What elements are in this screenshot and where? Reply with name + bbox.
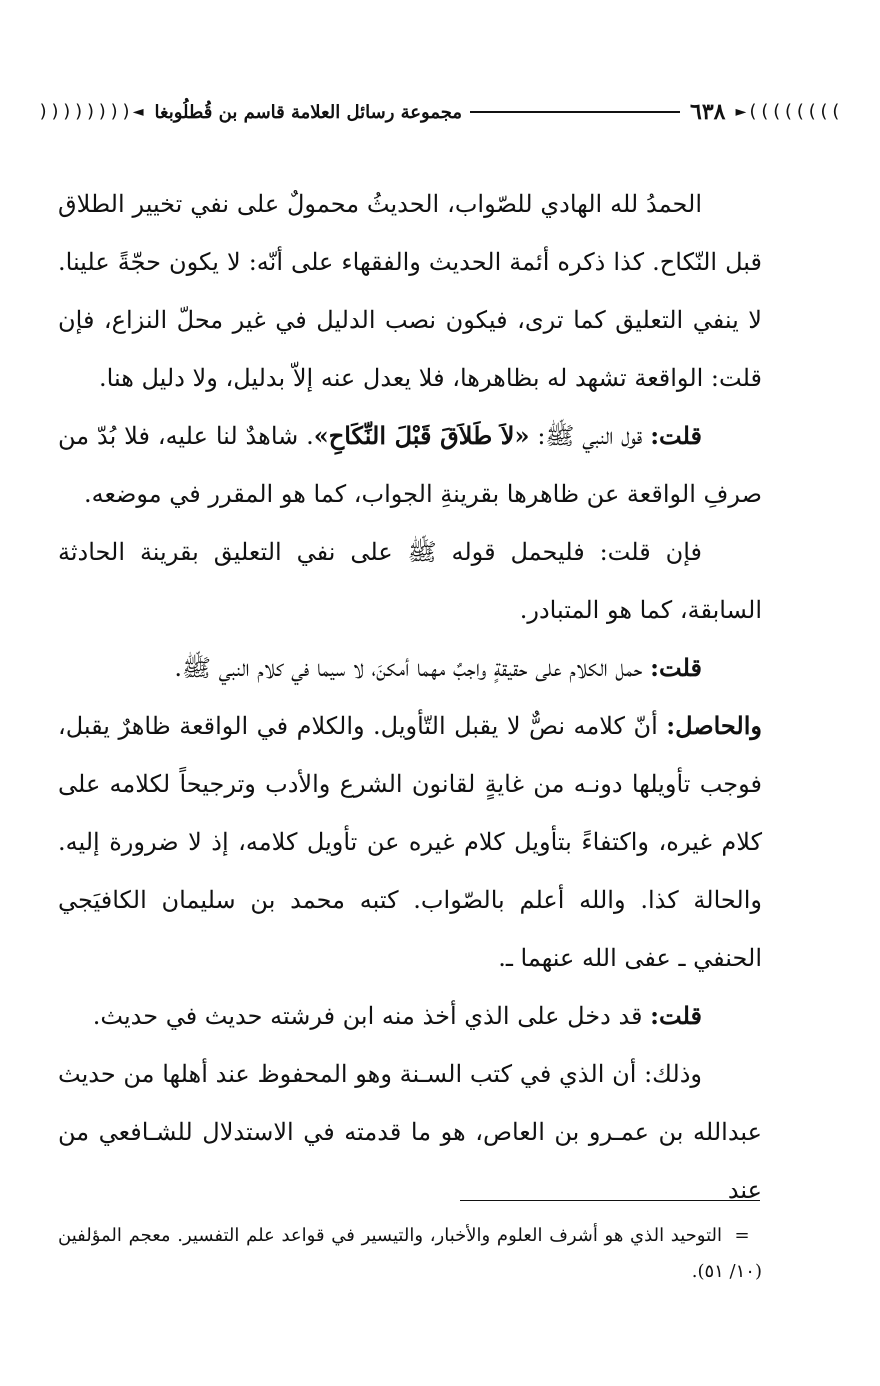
lead-word: قلت: [650,1001,702,1030]
header-rule [470,111,680,113]
paragraph-text: أنّ كلامه نصٌّ لا يقبل التّأويل. والكلام في الواقعة ظاهرٌ يقبل، فوجب تأويلها دونـه من غايةٍ لقانون الشرع والأدب وترجيحاً لكلامه على كلام غيره، واكتفاءً بتأويل كلام غيره عن تأويل كلامه، إذ لا ضرورة إليه. والحالة كذا. والله أعلم بالصّواب. كتبه محمد بن سليمان الكافيَجي الحنفي ـ عفى الله عنهما ـ. [58,712,762,972]
footnote-text: التوحيد الذي هو أشرف العلوم والأخبار، والتيسير في قواعد علم التفسير. معجم المؤلفين (١٠/ ٥١). [58,1225,762,1282]
lead-word: والحاصل: [666,711,762,740]
paragraph-text: قول النبي ﷺ: [529,422,651,450]
paragraph-2 [58,407,762,523]
paragraph-text: حمل الكلام على حقيقةٍ واجبٌ مهما أمكنَ، لا سيما في كلام النبي ﷺ. [174,654,651,682]
paragraph-text: . شاهدٌ لنا عليه، فلا بُدّ من صرفِ الواقعة عن ظاهرها بقرينةِ الجواب، كما هو المقرر في موضعه. [58,422,762,508]
paragraph-text: الحمدُ لله الهادي للصّواب، الحديثُ محمولٌ على نفي تخيير الطلاق قبل النّكاح. كذا ذكره أئمة الحديث والفقهاء على أنّه: لا يكون حجّةً علينا. لا ينفي التعليق كما ترى، فيكون نصب الدليل في غير محلّ النزاع، فإن قلت: الواقعة تشهد له بظاهرها، فلا يعدل عنه إلاّ بدليل، ولا دليل هنا. [58,190,762,392]
main-text [58,175,762,1219]
ornament-left: ◄(((((((( [38,101,145,122]
paragraph-5 [58,697,762,987]
paragraph-1 [58,175,762,407]
paragraph-6 [58,987,762,1045]
running-header [38,92,842,132]
footnote [58,1218,762,1290]
paragraph-text: قد دخل على الذي أخذ منه ابن فرشته حديث في حديث. [92,1002,651,1030]
hadith-quote: «لاَ طَلاَقَ قَبْلَ النِّكَاحِ» [313,421,530,450]
paragraph-4 [58,639,762,697]
footnote-divider [460,1200,760,1201]
lead-word: قلت: [650,421,703,450]
footnote-marker: = [734,1225,750,1246]
book-title: مجموعة رسائل العلامة قاسم بن قُطلُوبغا [154,101,463,123]
paragraph-7 [58,1045,762,1219]
paragraph-3 [58,523,762,639]
lead-word: قلت: [650,653,702,682]
page-number: ٦٣٨ [690,99,726,125]
paragraph-text: وذلك: أن الذي في كتب السـنة وهو المحفوظ عند أهلها من حديث عبدالله بن عمـرو بن العاص، هو ما قدمته في الاستدلال للشـافعي من عند [58,1060,762,1204]
paragraph-text: فإن قلت: فليحمل قوله ﷺ على نفي التعليق بقرينة الحادثة السابقة، كما هو المتبادر. [58,538,762,624]
header-right-group [470,99,842,125]
header-left-group [38,102,462,123]
ornament-right: ))))))))► [735,101,842,122]
